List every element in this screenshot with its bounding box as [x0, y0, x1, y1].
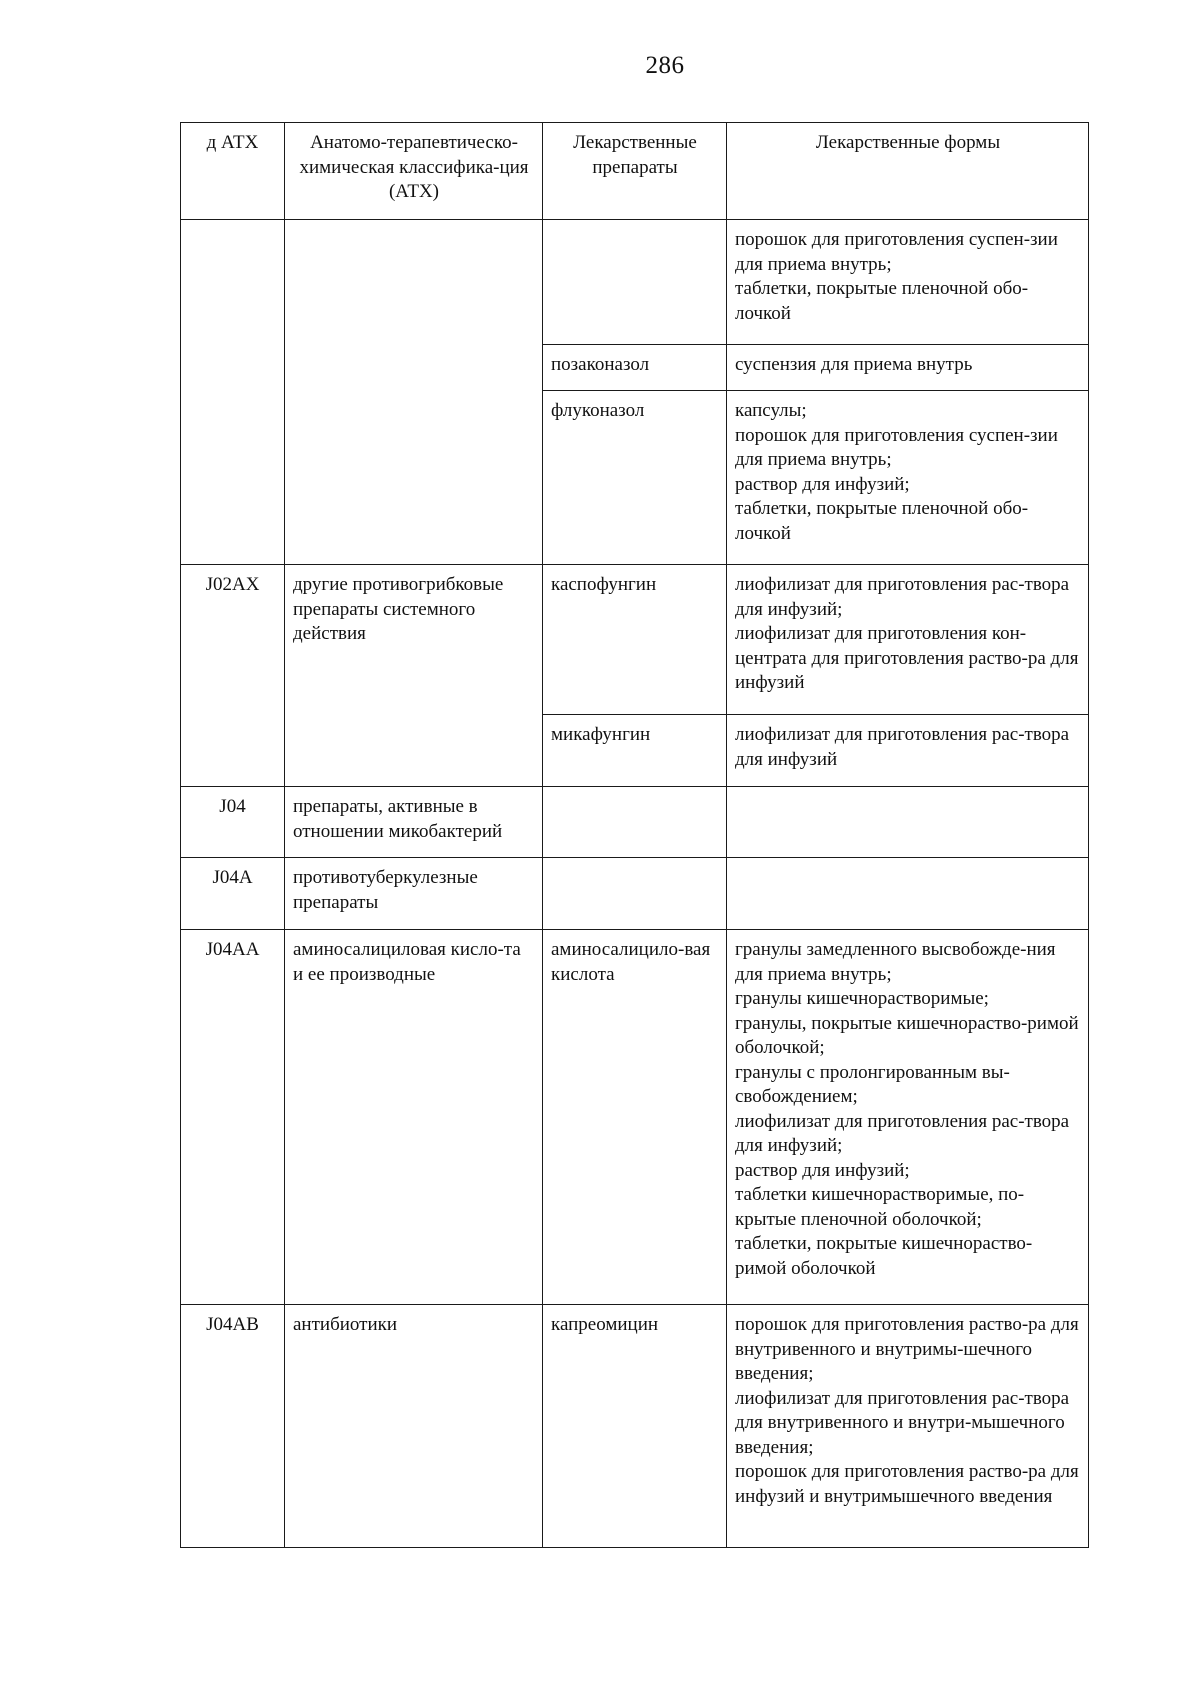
form-line: таблетки, покрытые пленочной обо-лочкой [735, 498, 1029, 544]
atc-drug-table [180, 122, 1089, 1548]
form-line: лиофилизат для приготовления рас-твора для инфузий; [735, 574, 1070, 620]
cell-classification [285, 345, 543, 391]
form-line: порошок для приготовления раство-ра для внутривенного и внутримы-шечного введения; [735, 1314, 1079, 1384]
cell-code [181, 391, 285, 565]
header-atc-code: д АТХ [181, 123, 285, 220]
table-row [181, 345, 1089, 391]
cell-code: J04 [181, 787, 285, 858]
cell-classification: противотуберкулезные препараты [285, 858, 543, 930]
form-line: таблетки, покрытые пленочной обо-лочкой [735, 278, 1029, 324]
cell-forms [727, 391, 1089, 565]
form-line: лиофилизат для приготовления кон-центрата для приготовления раство-ра для инфузий [735, 623, 1079, 693]
cell-forms [727, 858, 1089, 930]
form-line: лиофилизат для приготовления рас-твора для инфузий [735, 724, 1070, 770]
cell-classification [285, 715, 543, 787]
table-row [181, 787, 1089, 858]
header-atc-classification: Анатомо-терапевтическо-химическая классифика-ция (АТХ) [285, 123, 543, 220]
cell-code: J04AA [181, 930, 285, 1305]
form-line: лиофилизат для приготовления рас-твора для внутривенного и внутри-мышечного введения; [735, 1387, 1070, 1458]
table-row [181, 220, 1089, 345]
cell-drug: капреомицин [543, 1305, 727, 1548]
cell-forms [727, 565, 1089, 715]
cell-code: J04AB [181, 1305, 285, 1548]
table-row [181, 391, 1089, 565]
cell-drug [543, 787, 727, 858]
cell-classification: препараты, активные в отношении микобактерий [285, 787, 543, 858]
form-line: гранулы, покрытые кишечнораство-римой оболочкой; [735, 1012, 1079, 1058]
form-line: суспензия для приема внутрь [735, 354, 973, 375]
cell-drug: микафунгин [543, 715, 727, 787]
table-row [181, 930, 1089, 1305]
table-row [181, 715, 1089, 787]
cell-drug: флуконазол [543, 391, 727, 565]
header-dosage-forms: Лекарственные формы [727, 123, 1089, 220]
cell-code [181, 220, 285, 345]
cell-classification [285, 391, 543, 565]
cell-forms [727, 715, 1089, 787]
form-line: таблетки, покрытые кишечнораство-римой оболочкой [735, 1233, 1033, 1279]
cell-code [181, 345, 285, 391]
header-drugs: Лекарственные препараты [543, 123, 727, 220]
cell-code: J02AX [181, 565, 285, 715]
table-header-row [181, 123, 1089, 220]
form-line: таблетки кишечнорастворимые, по-крытые пленочной оболочкой; [735, 1184, 1025, 1230]
cell-forms [727, 1305, 1089, 1548]
table-row [181, 858, 1089, 930]
form-line: гранулы кишечнорастворимые; [735, 988, 989, 1009]
form-line: порошок для приготовления суспен-зии для приема внутрь; [735, 424, 1058, 470]
form-line: раствор для инфузий; [735, 473, 910, 495]
cell-drug: каспофунгин [543, 565, 727, 715]
page-number: 286 [645, 52, 685, 79]
form-line: лиофилизат для приготовления рас-твора для инфузий; [735, 1110, 1070, 1156]
cell-drug: аминосалицило-вая кислота [543, 930, 727, 1305]
form-line: порошок для приготовления суспен-зии для приема внутрь; [735, 229, 1058, 275]
cell-forms [727, 930, 1089, 1305]
cell-classification: другие противогрибковые препараты системного действия [285, 565, 543, 715]
cell-classification: аминосалициловая кисло-та и ее производные [285, 930, 543, 1305]
form-line: гранулы замедленного высвобожде-ния для приема внутрь; [735, 939, 1056, 985]
cell-code: J04A [181, 858, 285, 930]
table-row [181, 565, 1089, 715]
cell-forms [727, 220, 1089, 345]
cell-classification: антибиотики [285, 1305, 543, 1548]
cell-drug: позаконазол [543, 345, 727, 391]
cell-forms [727, 345, 1089, 391]
table-row [181, 1305, 1089, 1548]
form-line: раствор для инфузий; [735, 1159, 910, 1181]
cell-drug [543, 220, 727, 345]
form-line: гранулы с пролонгированным вы-свобождением; [735, 1061, 1010, 1107]
cell-classification [285, 220, 543, 345]
form-line: капсулы; [735, 400, 807, 421]
cell-code [181, 715, 285, 787]
cell-forms [727, 787, 1089, 858]
form-line: порошок для приготовления раство-ра для инфузий и внутримышечного введения [735, 1461, 1079, 1507]
cell-drug [543, 858, 727, 930]
